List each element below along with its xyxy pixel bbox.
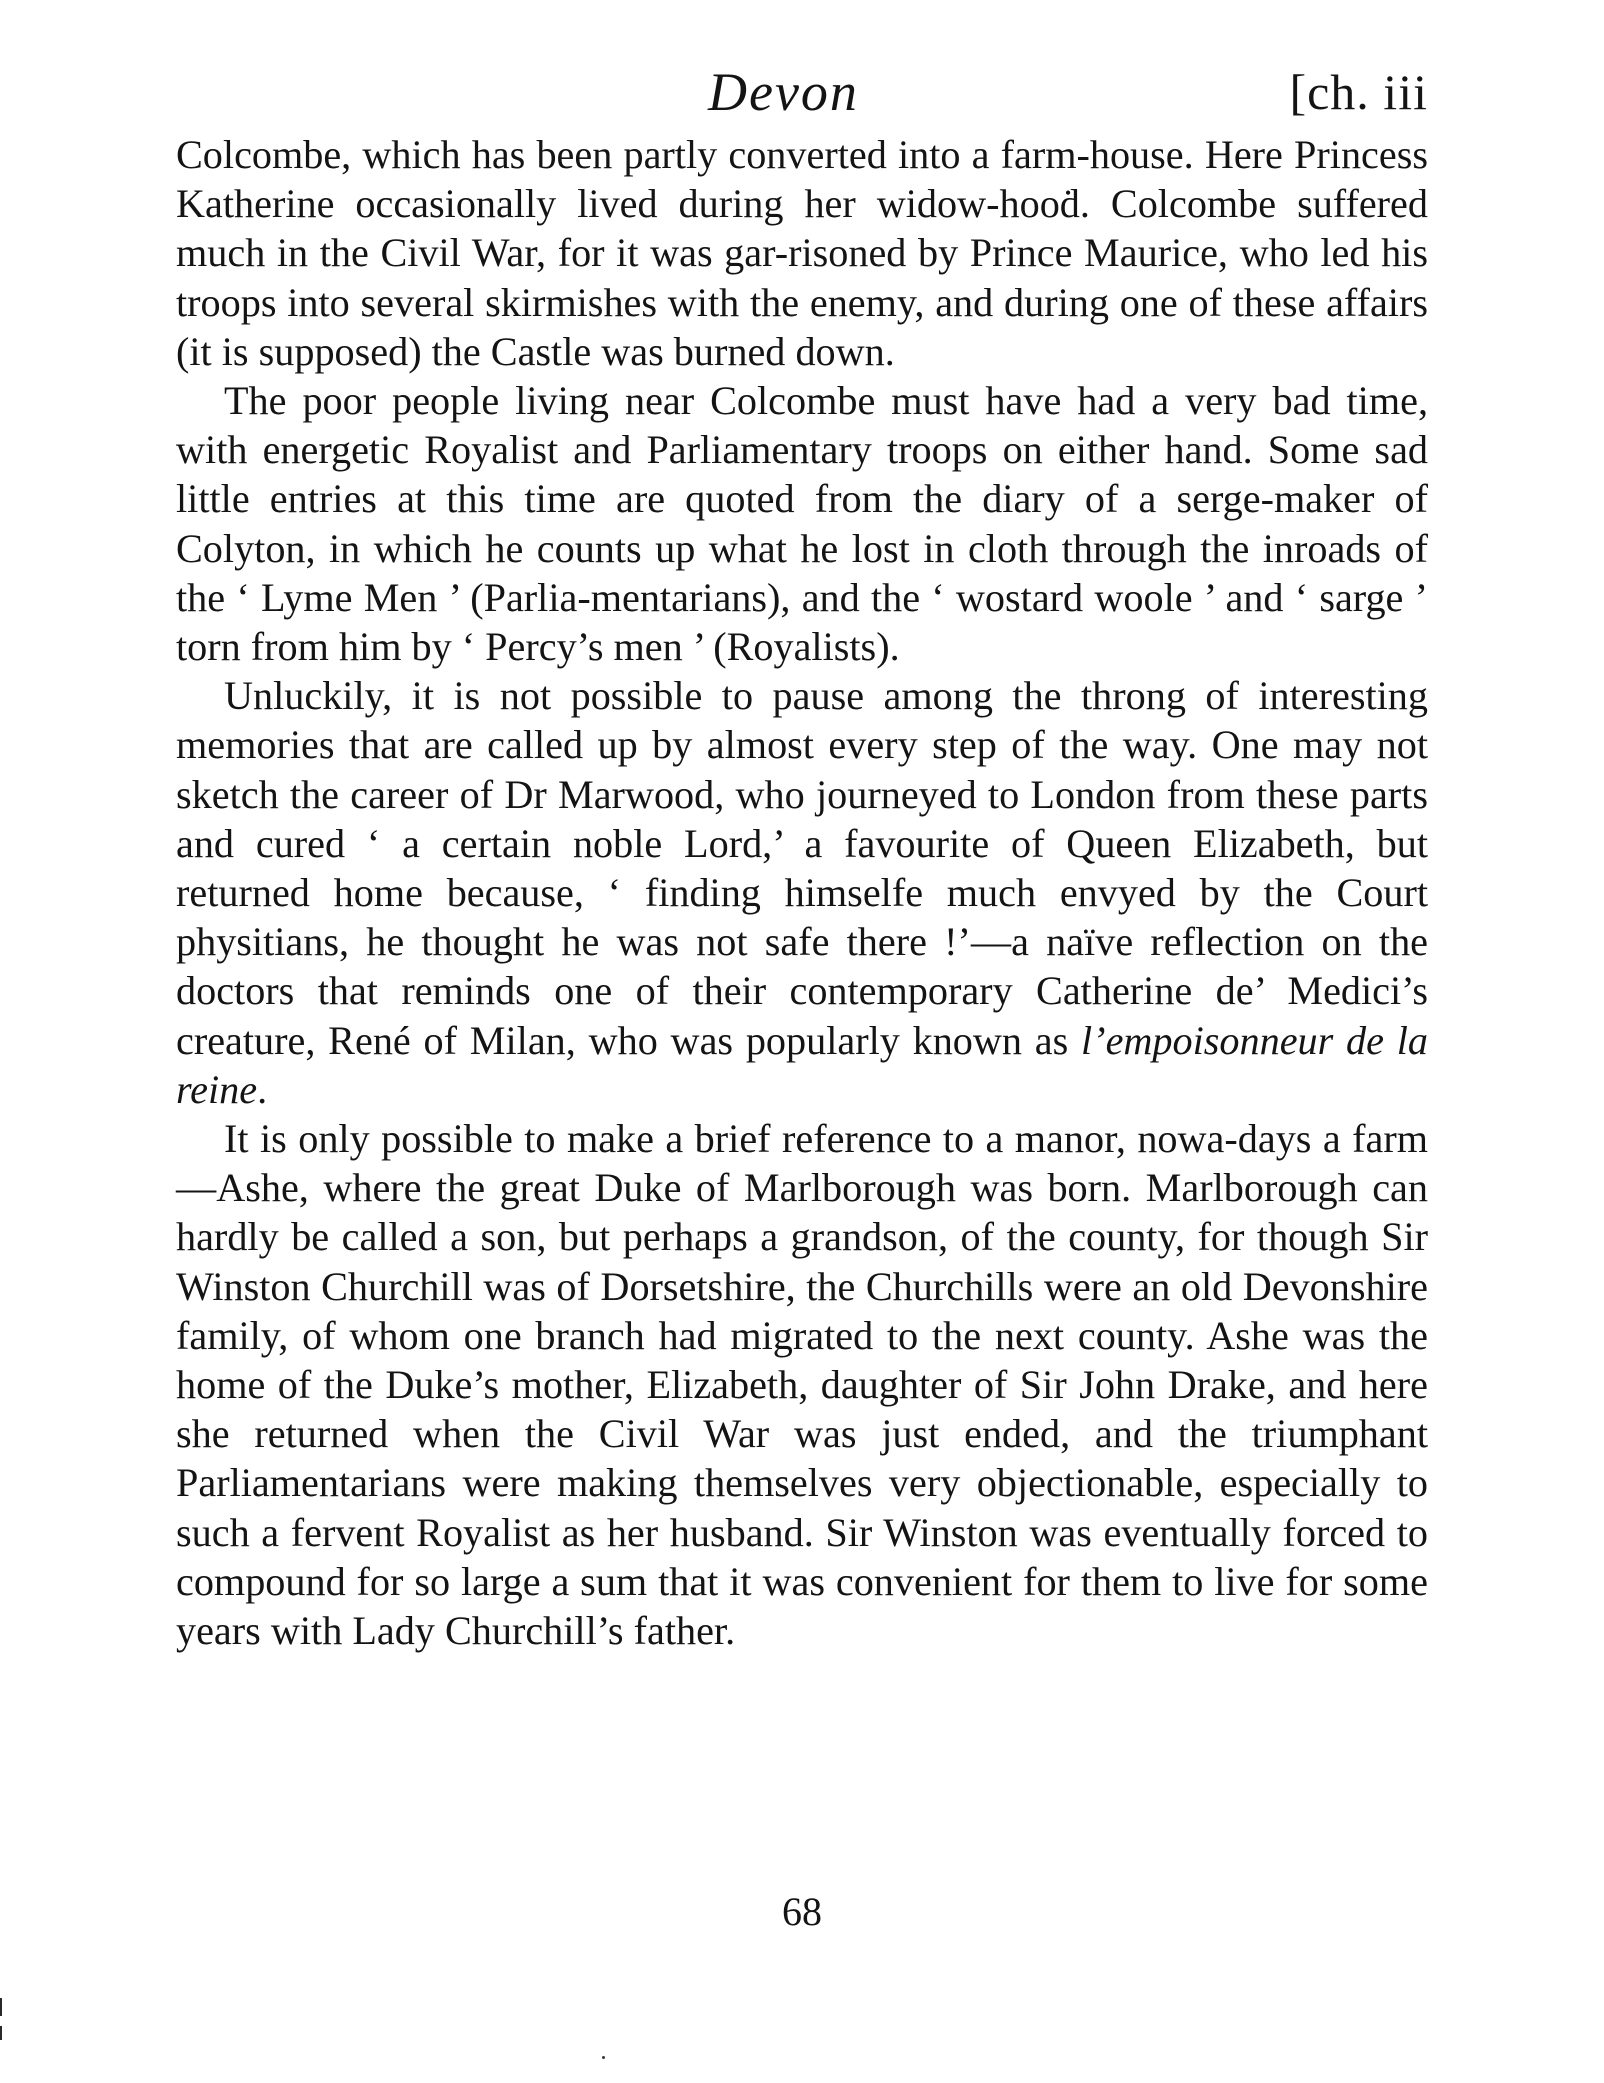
scan-edge-mark bbox=[0, 2026, 2, 2040]
running-head-chapter: [ch. iii bbox=[1289, 64, 1428, 120]
body-text bbox=[176, 130, 1428, 1655]
running-head bbox=[176, 52, 1428, 132]
scan-edge-mark bbox=[0, 1998, 2, 2016]
scan-speck bbox=[602, 2056, 605, 2059]
paragraph-1: Colcombe, which has been partly converted into a farm-house. Here Princess Katherine occasionally lived during her widow-hooḋ. Colcombe suffered much in the Civil War, for it was gar-risoned by Prince Maurice, who led his troops into several skirmishes with the enemy, and during one of these affairs (it is supposed) the Castle was burned down. bbox=[176, 132, 1428, 374]
paragraph-3 bbox=[176, 671, 1428, 1114]
paragraph-3-italic-phrase: l’empoisonneur de la reine bbox=[176, 1017, 1428, 1112]
running-head-title: Devon bbox=[708, 62, 859, 122]
page-number: 68 bbox=[782, 1889, 822, 1934]
paragraph-2: The poor people living near Colcombe must have had a very bad time, with energetic Royalist and Parliamentary troops on either hand. Some sad little entries at this time are quoted from the diary of a serge-maker of Colyton, in which he counts up what he lost in cloth through the inroads of the ‘ Lyme Men ’ (Parlia-mentarians), and the ‘ wostard woole ’ and ‘ sarge ’ torn from him by ‘ Percy’s men ’ (Royalists). bbox=[176, 378, 1428, 670]
paragraph-3-end: . bbox=[257, 1066, 268, 1112]
paragraph-4: It is only possible to make a brief reference to a manor, nowa-days a farm—Ashe, where the great Duke of Marlborough was born. Marlborough can hardly be called a son, but perhaps a grandson, of the county, for though Sir Winston Churchill was of Dorsetshire, the Churchills were an old Devonshire family, of whom one branch had migrated to the next county. Ashe was the home of the Duke’s mother, Elizabeth, daughter of Sir John Drake, and here she returned when the Civil War was just ended, and the triumphant Parliamentarians were making themselves very objectionable, especially to such a fervent Royalist as her husband. Sir Winston was eventually forced to compound for so large a sum that it was convenient for them to live for some years with Lady Churchill’s father. bbox=[176, 1116, 1428, 1654]
paragraph-3-text: Unluckily, it is not possible to pause among the throng of interesting memories that are called up by almost every step of the way. One may not sketch the career of Dr Marwood, who journeyed to London from these parts and cured ‘ a certain noble Lord,’ a favourite of Queen Elizabeth, but returned home because, ‘ finding himselfe much envyed by the Court physitians, he thought he was not safe there !’—a naïve reflection on the doctors that reminds one of their contemporary Catherine de’ Medici’s creature, René of Milan, who was popularly known as bbox=[176, 673, 1428, 1063]
